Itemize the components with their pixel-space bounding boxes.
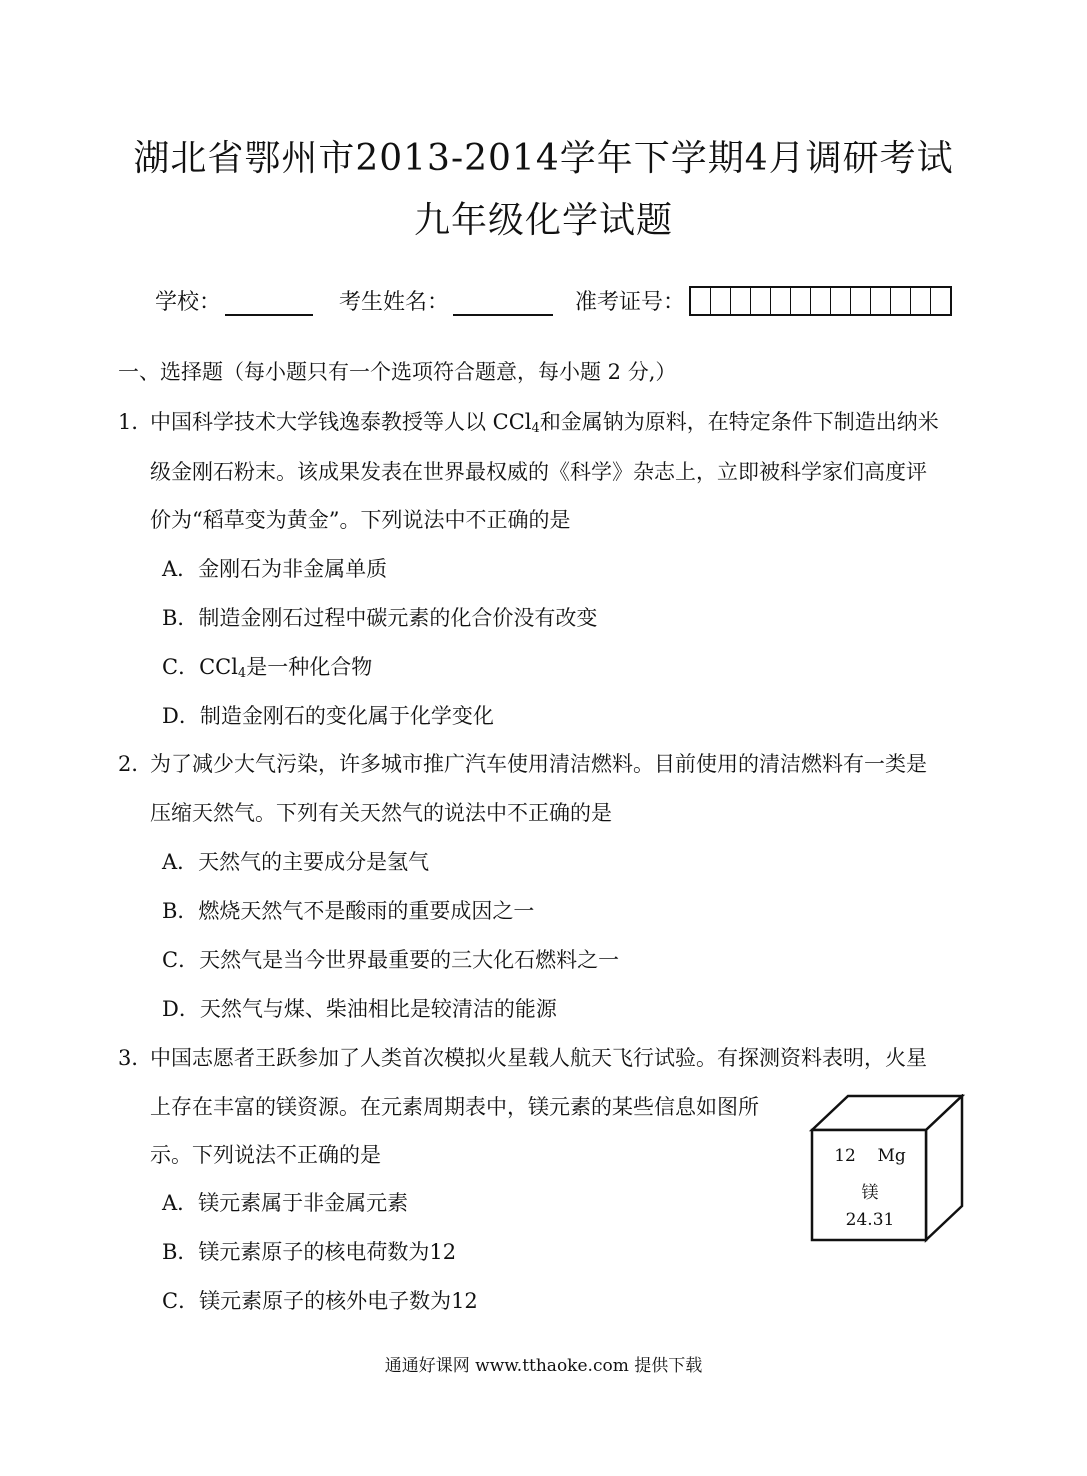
id-box[interactable] [771,288,791,314]
q1-number: 1． [118,410,153,434]
q2-line-1: 为了减少大气污染，许多城市推广汽车使用清洁燃料。目前使用的清洁燃料有一类是 [150,752,927,776]
student-info-row [155,285,952,316]
q1-optc-text-a: C．CCl [162,655,238,679]
exam-title: 湖北省鄂州市2013-2014学年下学期4月调研考试 [133,138,954,179]
q2-option-b: B．燃烧天然气不是酸雨的重要成因之一 [162,899,535,923]
q2-number: 2． [118,752,153,776]
q1-line-3: 价为“稻草变为黄金”。下列说法中不正确的是 [150,508,571,532]
name-blank[interactable] [453,292,553,316]
q1-optc-text-b: 是一种化合物 [246,655,373,679]
q1-option-c [162,651,372,681]
element-name: 镁 [861,1183,879,1203]
id-box[interactable] [851,288,871,314]
school-label: 学校： [155,290,222,315]
id-box[interactable] [831,288,851,314]
q1-optc-subscript: 4 [237,666,247,681]
id-box[interactable] [751,288,771,314]
element-atomic-number: 12 [834,1146,856,1166]
q1-line-1 [150,406,939,436]
element-mass: 24.31 [845,1210,895,1230]
exam-subtitle: 九年级化学试题 [413,200,673,241]
q2-option-d: D．天然气与煤、柴油相比是较清洁的能源 [162,997,557,1021]
id-box[interactable] [711,288,731,314]
name-label: 考生姓名： [339,290,450,315]
id-box[interactable] [891,288,911,314]
q3-option-b: B．镁元素原子的核电荷数为12 [162,1240,457,1264]
q3-line-1: 中国志愿者王跃参加了人类首次模拟火星载人航天飞行试验。有探测资料表明，火星 [150,1046,927,1070]
id-box[interactable] [791,288,811,314]
q1-text-b: 和金属钠为原料，在特定条件下制造出纳米 [539,410,939,434]
footer-source: 通通好课网 www.tthaoke.com 提供下载 [384,1356,703,1376]
q2-line-2: 压缩天然气。下列有关天然气的说法中不正确的是 [150,801,612,825]
id-box[interactable] [871,288,891,314]
q3-line-2: 上存在丰富的镁资源。在元素周期表中，镁元素的某些信息如图所 [150,1095,759,1119]
q2-option-a: A．天然气的主要成分是氢气 [162,850,430,874]
element-symbol: Mg [877,1146,906,1166]
q3-option-c: C．镁元素原子的核外电子数为12 [162,1289,478,1313]
q3-number: 3． [118,1046,153,1070]
id-box[interactable] [811,288,831,314]
q1-option-a: A．金刚石为非金属单质 [162,557,388,581]
q1-option-d: D．制造金刚石的变化属于化学变化 [162,704,494,728]
q2-option-c: C．天然气是当今世界最重要的三大化石燃料之一 [162,948,620,972]
q1-subscript: 4 [531,421,540,436]
school-blank[interactable] [225,292,313,316]
q1-line-2: 级金刚石粉末。该成果发表在世界最权威的《科学》杂志上，立即被科学家们高度评 [150,460,927,484]
exam-id-boxes[interactable] [689,286,952,316]
q3-line-3: 示。下列说法不正确的是 [150,1143,381,1167]
id-box[interactable] [731,288,751,314]
id-box[interactable] [931,288,950,314]
section-heading: 一、选择题（每小题只有一个选项符合题意，每小题 2 分,） [118,360,677,384]
id-box[interactable] [911,288,931,314]
exam-id-label: 准考证号： [575,290,686,315]
id-box[interactable] [691,288,711,314]
element-number-symbol [810,1146,930,1166]
q1-text-a: 中国科学技术大学钱逸泰教授等人以 CCl [150,410,532,434]
q3-option-a: A．镁元素属于非金属元素 [162,1191,409,1215]
q1-option-b: B．制造金刚石过程中碳元素的化合价没有改变 [162,606,598,630]
